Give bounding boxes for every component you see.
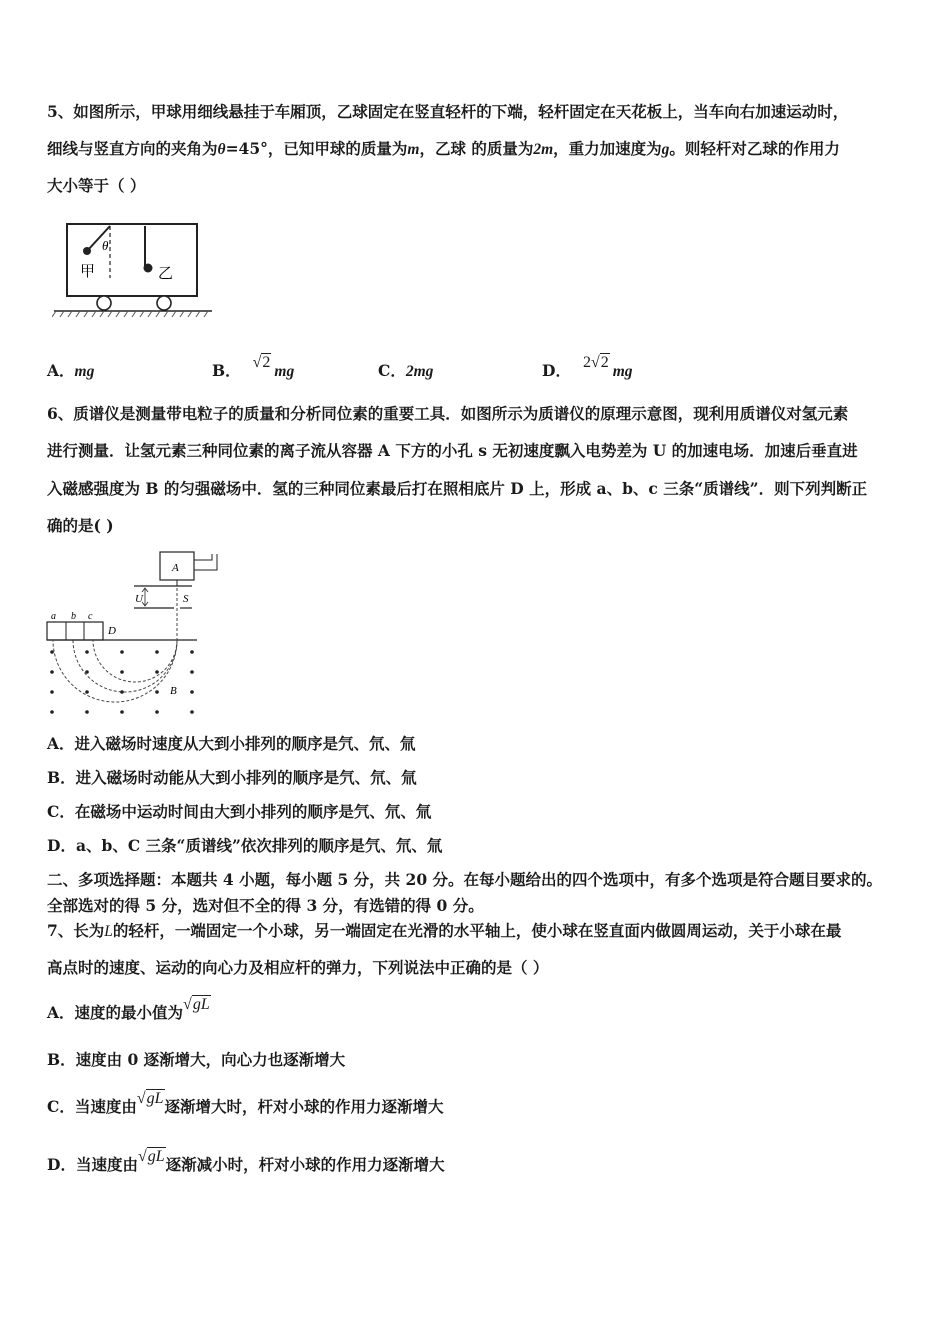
q5-option-d[interactable]: D． 2√2mg <box>542 354 633 380</box>
q6-mass-spectrometer-figure <box>42 548 222 720</box>
q6-option-b[interactable]: B．进入磁场时动能从大到小排列的顺序是氕、氘、氚 <box>47 768 417 787</box>
q7-stem-line2: 高点时的速度、运动的向心力及相应杆的弹力，下列说法中正确的是（ ） <box>47 958 549 977</box>
q5-option-b[interactable]: B． √2mg <box>212 354 295 380</box>
q6-fig-A: A <box>172 562 179 574</box>
q6-stem-line2: 进行测量．让氢元素三种同位素的离子流从容器 A 下方的小孔 s 无初速度飘入电势差为 U 的加速电场．加速后垂直进 <box>47 441 858 460</box>
section2-header-line2: 全部选对的得 5 分，选对但不全的得 3 分，有选错的得 0 分。 <box>47 896 484 915</box>
q6-fig-b: b <box>71 611 76 622</box>
q6-fig-B: B <box>170 685 177 697</box>
q5-stem-line2: 细线与竖直方向的夹角为θ=45°，已知甲球的质量为m，乙球 的质量为2m，重力加速度为g。则轻杆对乙球的作用力 <box>47 139 840 158</box>
q5-fig-jia: 甲 <box>80 264 96 280</box>
q6-fig-a: a <box>51 611 56 622</box>
q6-fig-S: S <box>183 593 189 605</box>
section2-header-line1: 二、多项选择题：本题共 4 小题，每小题 5 分，共 20 分。在每小题给出的四个选项中，有多个选项是符合题目要求的。 <box>47 870 883 889</box>
q7-option-d[interactable]: D．当速度由√gL逐渐减小时，杆对小球的作用力逐渐增大 <box>47 1148 445 1174</box>
q6-option-d[interactable]: D．a、b、C 三条“质谱线”依次排列的顺序是氕、氘、氚 <box>47 836 443 855</box>
q7-option-c[interactable]: C．当速度由√gL逐渐增大时，杆对小球的作用力逐渐增大 <box>47 1090 444 1116</box>
q6-fig-U: U <box>135 593 143 605</box>
q5-fig-theta: θ <box>102 238 109 253</box>
q7-option-b[interactable]: B．速度由 0 逐渐增大，向心力也逐渐增大 <box>47 1050 346 1069</box>
q7-stem-line1: 7、长为L的轻杆，一端固定一个小球，另一端固定在光滑的水平轴上，使小球在竖直面内做圆周运动，关于小球在最 <box>47 921 842 940</box>
q6-stem-line3: 入磁感强度为 B 的匀强磁场中．氢的三种同位素最后打在照相底片 D 上，形成 a、b、c 三条“质谱线”．则下列判断正 <box>47 479 868 498</box>
q5-stem-line1: 5、如图所示，甲球用细线悬挂于车厢顶，乙球固定在竖直轻杆的下端，轻杆固定在天花板上，当车向右加速运动时， <box>47 102 849 121</box>
q6-fig-D: D <box>108 625 116 637</box>
q6-stem-line1: 6、质谱仪是测量带电粒子的质量和分析同位素的重要工具．如图所示为质谱仪的原理示意图，现利用质谱仪对氢元素 <box>47 404 849 423</box>
q6-stem-line4: 确的是( ) <box>47 516 114 535</box>
q5-car-figure <box>52 218 222 326</box>
q5-option-c[interactable]: C．2mg <box>378 361 434 380</box>
q5-option-a[interactable]: A．mg <box>47 361 95 380</box>
q5-fig-yi: 乙 <box>158 266 174 282</box>
q6-fig-c: c <box>88 611 93 622</box>
q7-option-a[interactable]: A．速度的最小值为√gL <box>47 996 210 1022</box>
q6-option-c[interactable]: C．在磁场中运动时间由大到小排列的顺序是氕、氘、氚 <box>47 802 432 821</box>
q5-stem-line3: 大小等于（ ） <box>47 176 146 195</box>
q6-option-a[interactable]: A．进入磁场时速度从大到小排列的顺序是氕、氘、氚 <box>47 734 416 753</box>
